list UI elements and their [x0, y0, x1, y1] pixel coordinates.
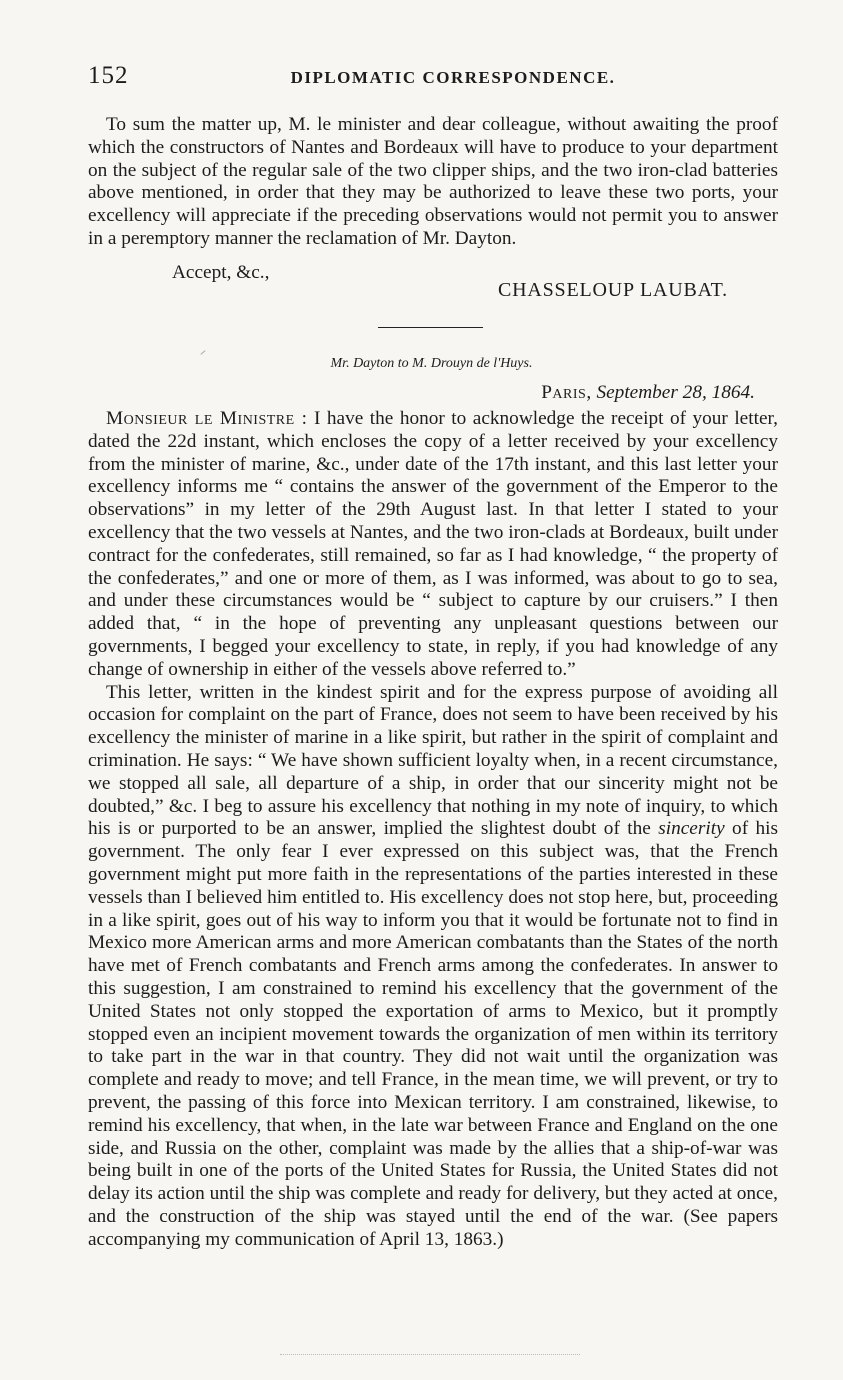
section-divider	[378, 327, 483, 328]
paragraph-2-text-b: of his government. The only fear I ever expressed on this subject was, that the French government might put more faith in the representations of the parties interested in these vessels than I believed him entitled to. His excellency does not stop here, but, proceeding in a like spirit, goes out of his way to inform you that it would be fortunate not to find in Mexico more American arms and more American combatants than the States of the north have met of French combatants and French arms among the confederates. In answer to this suggestion, I am constrained to remind his excellency that the government of the United States not only stopped the exportation of arms to Mexico, but it promptly stopped even an incipient movement towards the organization of men within its territory to take part in the war in that country. They did not wait until the organization was complete and ready to move; and tell France, in the mean time, we will prevent, or try to prevent, the passing of this force into Mexican territory. I am constrained, likewise, to remind his excellency, that when, in the late war between France and England on the one side, and Russia on the other, complaint was made by the allies that a ship-of-war was being built in one of the ports of the United States for Russia, the United States did not delay its action until the ship was complete and ready for delivery, but they acted at once, and the construction of the ship was stayed until the end of the war. (See papers accompanying my communication of April 13, 1863.)	[88, 818, 779, 1250]
first-letter-paragraph: To sum the matter up, M. le minister and dear colleague, without awaiting the proof which the constructors of Nantes and Bordeaux will have to produce to your department on the subject of the regular sale of the two clipper ships, and the two iron-clad batteries above mentioned, in order that they may be authorized to leave these two ports, your excellency will appreciate if the preceding observations would not permit you to answer in a peremptory manner the reclamation of Mr. Dayton.	[88, 114, 778, 249]
dateline-place: Paris,	[541, 382, 592, 403]
second-letter-body	[88, 408, 778, 1251]
closing-formula: Accept, &c.,	[172, 262, 270, 283]
salutation: Monsieur le Ministre :	[106, 408, 308, 429]
dateline-date: September 28, 1864.	[596, 382, 755, 403]
first-letter-body	[88, 114, 778, 251]
letter-heading: Mr. Dayton to M. Drouyn de l'Huys.	[330, 356, 533, 371]
page-header	[88, 62, 778, 94]
emphasis-sincerity: sincerity	[658, 818, 725, 840]
running-head: DIPLOMATIC CORRESPONDENCE.	[290, 68, 616, 87]
paragraph-1-text: I have the honor to acknowledge the receipt of your letter, dated the 22d instant, which encloses the copy of a letter received by your excellency from the minister of marine, &c., under date of the 17th instant, and this last letter your excellency informs me “ contains the answer of the government of the Emperor to the observations” in my letter of the 29th August last. In that letter I stated to your excellency that the two vessels at Nantes, and the two iron-clads at Bordeaux, built under contract for the confederates, still remained, so far as I had knowledge, “ the property of the confederates,” and one or more of them, as I was informed, was about to go to sea, and under these circumstances would be “ subject to capture by our cruisers.” I then added that, “ in the hope of preventing any unpleasant questions between our governments, I begged your excellency to state, in reply, if you had knowledge of any change of ownership in either of the vessels above referred to.”	[88, 408, 778, 680]
second-letter-paragraph-1	[88, 408, 778, 682]
page-number: 152	[88, 62, 129, 89]
print-speck	[200, 350, 205, 355]
bottom-edge-mark	[280, 1354, 580, 1355]
paragraph-2-text-a: This letter, written in the kindest spirit and for the express purpose of avoiding all occasion for complaint on the part of France, does not seem to have been received by his excellency the minister of marine in a like spirit, but rather in the spirit of complaint and crimination. He says: “ We have shown sufficient loyalty when, in a recent circumstance, we stopped all sale, all departure of a ship, in order that our sincerity might not be doubted,” &c. I beg to assure his excellency that nothing in my note of inquiry, to which his is or purported to be an answer, implied the slightest doubt of the	[88, 681, 778, 840]
dateline	[541, 382, 755, 404]
second-letter-paragraph-2	[88, 682, 778, 1252]
signature: CHASSELOUP LAUBAT.	[498, 279, 728, 301]
